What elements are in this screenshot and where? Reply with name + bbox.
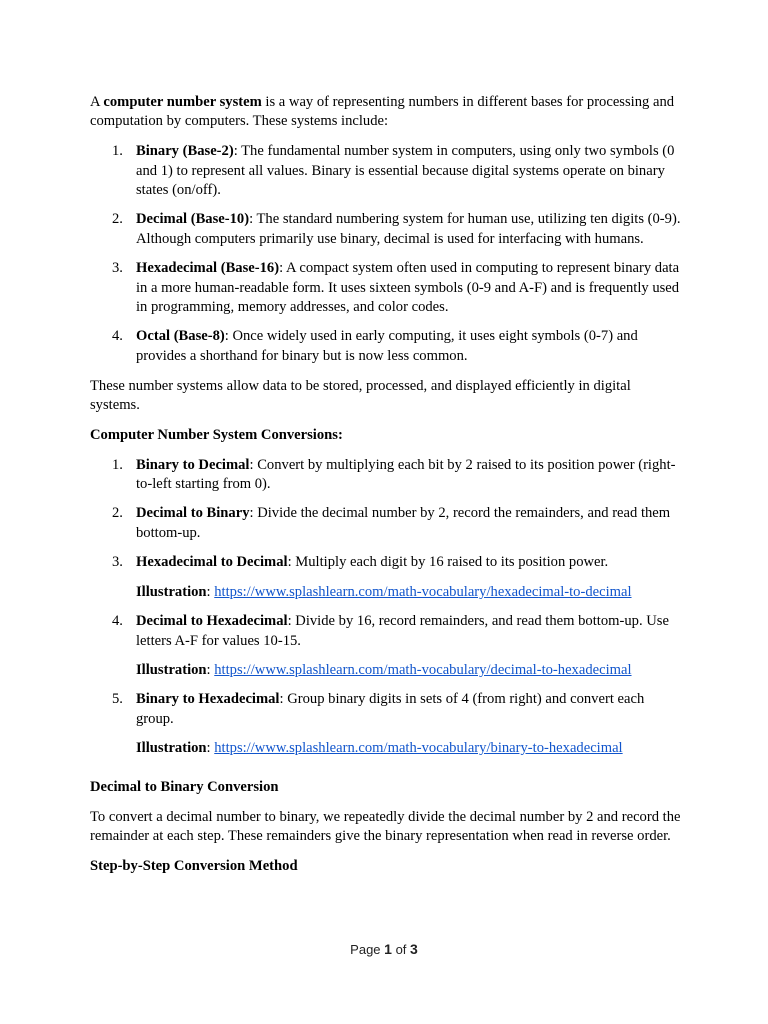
list-number: 4.	[112, 328, 123, 345]
list-term: Decimal to Binary	[136, 505, 250, 522]
intro-term: computer number system	[103, 94, 262, 110]
intro-rest: is a way of representing numbers in different bases for processing and computation by computers. These systems include:	[90, 94, 675, 130]
illustration-link-decimal-to-hex[interactable]: https://www.splashlearn.com/math-vocabulary/decimal-to-hexadecimal	[214, 661, 632, 678]
list-item	[90, 612, 682, 680]
list-desc: : A compact system often used in computing to represent binary data in a more human-readable form. It uses sixteen symbols (0-9 and A-F) and is frequently used in programming, memory addresses, and color codes.	[136, 260, 680, 316]
list-item	[90, 456, 682, 495]
list-desc: : Group binary digits in sets of 4 (from right) and convert each group.	[136, 691, 645, 727]
list-desc: : Once widely used in early computing, it uses eight symbols (0-7) and provides a shorthand for binary but is now less common.	[136, 328, 638, 364]
list-term: Hexadecimal to Decimal	[136, 554, 288, 571]
list-desc: : Convert by multiplying each bit by 2 raised to its position power (right-to-left starting from 0).	[136, 456, 676, 493]
list-number: 5.	[112, 691, 123, 708]
list-desc: : Divide by 16, record remainders, and read them bottom-up. Use letters A-F for values 10-15.	[136, 613, 669, 649]
list-desc: : The standard numbering system for human use, utilizing ten digits (0-9). Although computers primarily use binary, decimal is used for interfacing with humans.	[136, 211, 681, 247]
method-heading: Step-by-Step Conversion Method	[90, 857, 298, 874]
list-term: Hexadecimal (Base-16)	[136, 260, 280, 277]
illustration-sep: :	[206, 583, 215, 600]
illustration-label: Illustration	[136, 661, 207, 678]
list-number: 3.	[112, 554, 123, 571]
illustration-link-binary-to-hex[interactable]: https://www.splashlearn.com/math-vocabulary/binary-to-hexadecimal	[214, 740, 623, 757]
illustration-line	[136, 739, 682, 758]
list-number: 4.	[112, 613, 123, 630]
list-term: Decimal (Base-10)	[136, 211, 250, 228]
page-footer	[0, 940, 768, 959]
d2b-paragraph: To convert a decimal number to binary, we repeatedly divide the decimal number by 2 and record the remainder at each step. These remainders give the binary representation when read in reverse order.	[90, 808, 681, 845]
list-item	[90, 327, 682, 366]
list-item	[90, 142, 682, 200]
document-page	[90, 93, 682, 887]
number-systems-list	[90, 142, 682, 366]
list-item	[90, 690, 682, 758]
footer-of-word: of	[391, 942, 411, 957]
list-desc: : The fundamental number system in computers, using only two symbols (0 and 1) to represent all values. Binary is essential because digital systems operate on binary states (on/off).	[136, 143, 675, 199]
footer-page-number: 1	[384, 941, 392, 957]
illustration-label: Illustration	[136, 740, 207, 757]
conversions-heading: Computer Number System Conversions:	[90, 426, 343, 443]
list-desc: : Multiply each digit by 16 raised to its position power.	[287, 554, 609, 571]
list-term: Binary to Hexadecimal	[136, 691, 280, 708]
illustration-label: Illustration	[136, 583, 207, 600]
illustration-sep: :	[206, 740, 215, 757]
list-item	[90, 259, 682, 317]
footer-page-total: 3	[410, 941, 418, 957]
list-term: Binary to Decimal	[136, 456, 250, 473]
footer-page-word: Page	[350, 942, 385, 957]
list-number: 1.	[112, 143, 123, 160]
list-item	[90, 504, 682, 543]
summary-paragraph: These number systems allow data to be stored, processed, and displayed efficiently in digital systems.	[90, 377, 631, 414]
list-term: Binary (Base-2)	[136, 143, 234, 160]
d2b-heading: Decimal to Binary Conversion	[90, 778, 279, 795]
intro-paragraph	[90, 93, 682, 132]
illustration-line	[136, 661, 682, 680]
illustration-line	[136, 583, 682, 602]
list-term: Octal (Base-8)	[136, 328, 225, 345]
list-item	[90, 553, 682, 602]
illustration-sep: :	[206, 661, 215, 678]
spacer	[90, 769, 682, 778]
list-number: 2.	[112, 211, 123, 228]
list-term: Decimal to Hexadecimal	[136, 613, 288, 630]
list-desc: : Divide the decimal number by 2, record the remainders, and read them bottom-up.	[136, 505, 671, 541]
list-item	[90, 210, 682, 249]
illustration-link-hex-to-decimal[interactable]: https://www.splashlearn.com/math-vocabulary/hexadecimal-to-decimal	[214, 583, 632, 600]
list-number: 1.	[112, 456, 123, 473]
intro-lead: A	[90, 94, 104, 110]
list-number: 3.	[112, 260, 123, 277]
list-number: 2.	[112, 505, 123, 522]
conversions-list	[90, 456, 682, 759]
